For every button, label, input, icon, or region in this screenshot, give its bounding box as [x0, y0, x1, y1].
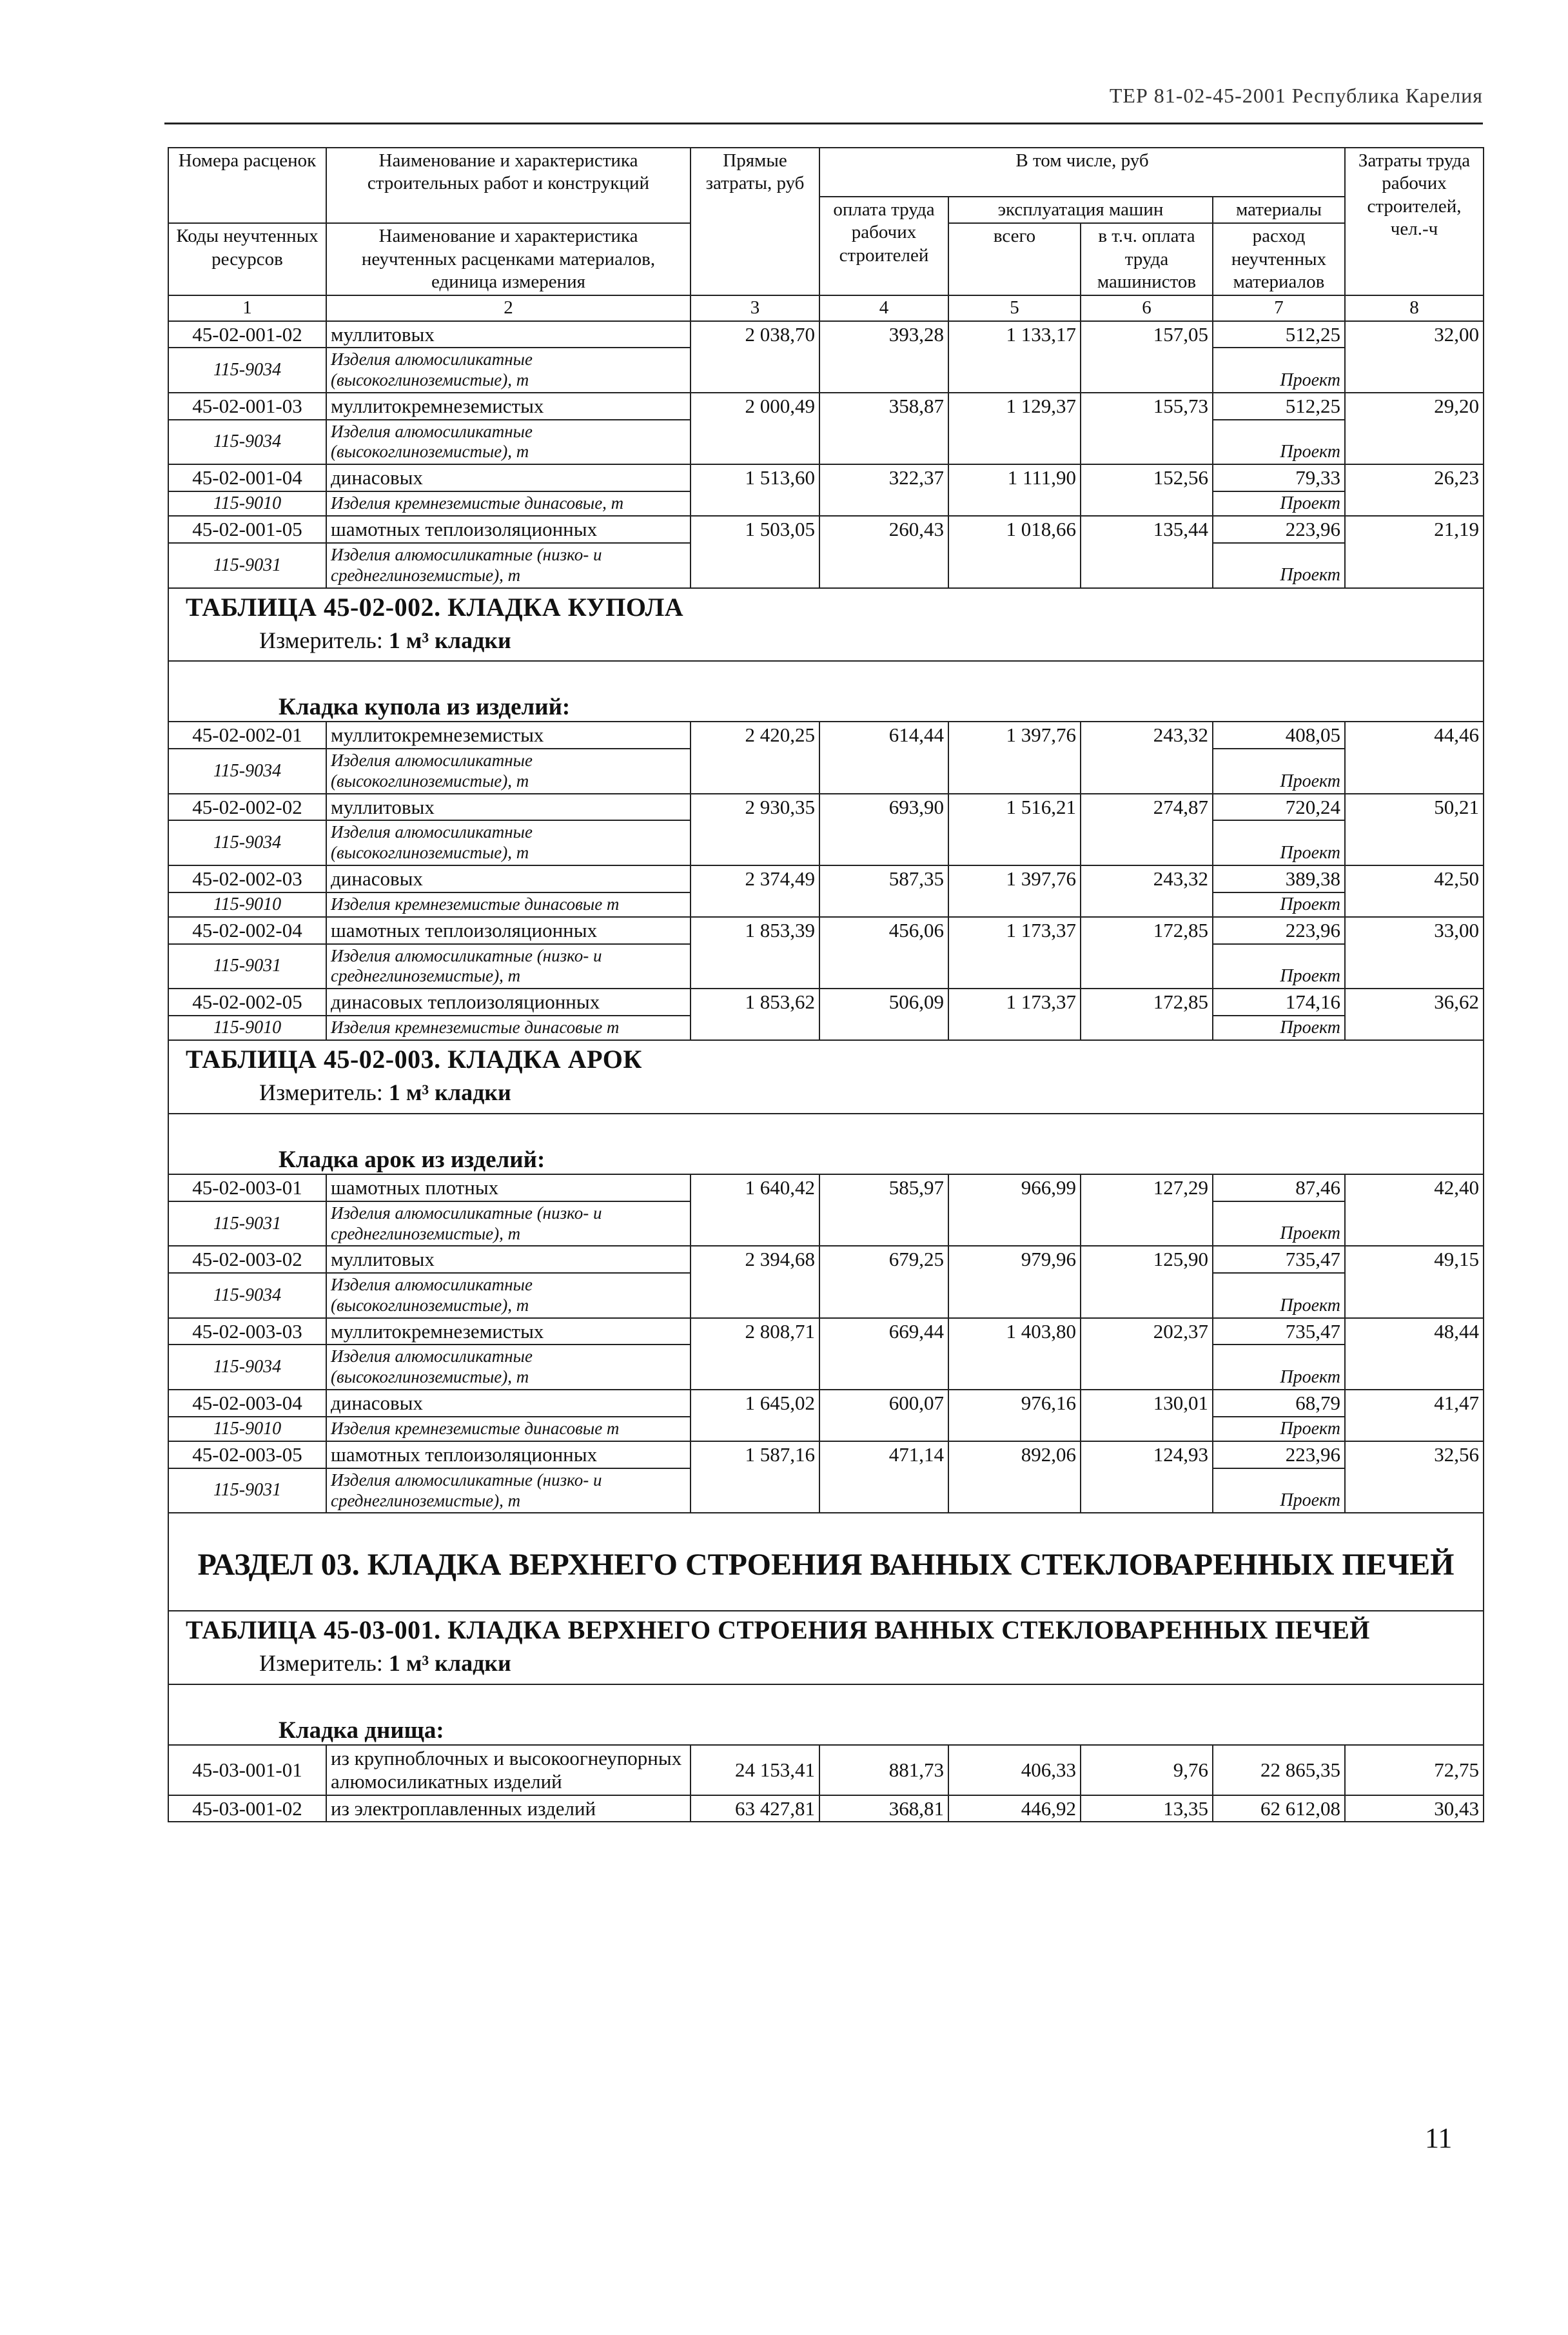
resource-code: 115-9010	[168, 1417, 326, 1441]
rates-table	[168, 147, 1484, 1822]
resource-code: 115-9034	[168, 820, 326, 865]
table-meter-row	[168, 1078, 1484, 1113]
rate-mach-value: 966,99	[948, 1174, 1081, 1246]
rate-mach-value: 1 397,76	[948, 865, 1081, 917]
rate-labor-value: 42,40	[1345, 1174, 1484, 1246]
rate-labor-value: 32,00	[1345, 321, 1484, 393]
rate-direct-value: 1 645,02	[691, 1390, 819, 1441]
rate-mach-wage-value: 135,44	[1081, 516, 1213, 587]
rate-mach-wage-value: 9,76	[1081, 1745, 1213, 1795]
resource-note: Проект	[1213, 749, 1345, 794]
rate-labor-value: 32,56	[1345, 1441, 1484, 1513]
rate-labor-value: 44,46	[1345, 722, 1484, 793]
table-header-row-2	[168, 197, 1484, 223]
table-title: ТАБЛИЦА 45-02-002. КЛАДКА КУПОЛА	[168, 588, 1484, 626]
rate-name: динасовых	[326, 1390, 691, 1417]
resource-code: 115-9031	[168, 543, 326, 588]
rate-mach-value: 1 111,90	[948, 464, 1081, 516]
resource-name: Изделия алюмосиликатные (низко- и среднеглиноземистые), т	[326, 1201, 691, 1246]
resource-name: Изделия алюмосиликатные (высокоглиноземистые), т	[326, 1273, 691, 1318]
section-row	[168, 1513, 1484, 1611]
rate-mach-value: 1 403,80	[948, 1318, 1081, 1390]
resource-note: Проект	[1213, 1016, 1345, 1040]
rate-mach-wage-value: 155,73	[1081, 393, 1213, 464]
rate-mat-value: 79,33	[1213, 464, 1345, 491]
meter-label: Измеритель:	[259, 627, 383, 653]
rate-code: 45-02-003-04	[168, 1390, 326, 1417]
rate-mach-value: 1 133,17	[948, 321, 1081, 393]
rate-code: 45-03-001-01	[168, 1745, 326, 1795]
meter-value: 1 м³ кладки	[388, 1650, 511, 1677]
rate-mach-wage-value: 157,05	[1081, 321, 1213, 393]
rate-row	[168, 865, 1484, 892]
rate-name: шамотных теплоизоляционных	[326, 516, 691, 543]
rate-mat-value: 68,79	[1213, 1390, 1345, 1417]
rate-wage-value: 669,44	[819, 1318, 948, 1390]
resource-code: 115-9031	[168, 944, 326, 989]
resource-code: 115-9010	[168, 1016, 326, 1040]
rate-name: муллитовых	[326, 1246, 691, 1273]
rate-mach-wage-value: 125,90	[1081, 1246, 1213, 1317]
rate-mat-value: 223,96	[1213, 516, 1345, 543]
rate-mach-wage-value: 152,56	[1081, 464, 1213, 516]
rate-mat-value: 735,47	[1213, 1318, 1345, 1345]
rate-name: муллитовых	[326, 321, 691, 348]
rate-row	[168, 794, 1484, 821]
spacer-row	[168, 661, 1484, 690]
rate-name: из электроплавленных изделий	[326, 1795, 691, 1822]
rate-name: муллитовых	[326, 794, 691, 821]
rate-labor-value: 49,15	[1345, 1246, 1484, 1317]
resource-note: Проект	[1213, 1468, 1345, 1513]
resource-name: Изделия алюмосиликатные (высокоглиноземистые), т	[326, 348, 691, 393]
rate-row	[168, 1390, 1484, 1417]
spacer	[168, 661, 1484, 690]
rate-name: шамотных теплоизоляционных	[326, 917, 691, 944]
page-number: 11	[1425, 2122, 1453, 2154]
rate-mach-value: 1 018,66	[948, 516, 1081, 587]
resource-code: 115-9034	[168, 1345, 326, 1390]
column-numbers-row	[168, 295, 1484, 320]
rate-mach-value: 976,16	[948, 1390, 1081, 1441]
rate-mach-value: 1 516,21	[948, 794, 1081, 865]
rate-direct-value: 63 427,81	[691, 1795, 819, 1822]
rate-row	[168, 722, 1484, 749]
rate-labor-value: 30,43	[1345, 1795, 1484, 1822]
table-title: ТАБЛИЦА 45-03-001. КЛАДКА ВЕРХНЕГО СТРОЕНИЯ ВАННЫХ СТЕКЛОВАРЕННЫХ ПЕЧЕЙ	[168, 1611, 1484, 1649]
rate-labor-value: 48,44	[1345, 1318, 1484, 1390]
rate-row	[168, 516, 1484, 543]
rate-mat-value: 87,46	[1213, 1174, 1345, 1201]
rate-labor-value: 72,75	[1345, 1745, 1484, 1795]
rate-name: муллитокремнеземистых	[326, 393, 691, 420]
rate-mat-value: 62 612,08	[1213, 1795, 1345, 1822]
column-number: 4	[819, 295, 948, 320]
rate-labor-value: 26,23	[1345, 464, 1484, 516]
header-materials-unaccounted: расход неучтенных материалов	[1213, 223, 1345, 295]
header-resource-codes: Коды неучтенных ресурсов	[168, 223, 326, 295]
resource-code: 115-9010	[168, 892, 326, 917]
rate-labor-value: 21,19	[1345, 516, 1484, 587]
table-meter	[168, 626, 1484, 661]
rate-mach-wage-value: 172,85	[1081, 917, 1213, 989]
rate-mach-wage-value: 243,32	[1081, 722, 1213, 793]
rate-wage-value: 600,07	[819, 1390, 948, 1441]
rate-wage-value: 614,44	[819, 722, 948, 793]
rate-code: 45-02-002-05	[168, 989, 326, 1016]
resource-name: Изделия алюмосиликатные (высокоглиноземистые), т	[326, 820, 691, 865]
column-number: 5	[948, 295, 1081, 320]
rate-wage-value: 393,28	[819, 321, 948, 393]
group-heading: Кладка днища:	[168, 1713, 1484, 1746]
header-resource-name: Наименование и характеристика неучтенных расценками материалов, единица измерения	[326, 223, 691, 295]
rate-name: шамотных теплоизоляционных	[326, 1441, 691, 1468]
rate-row	[168, 1174, 1484, 1201]
header-machinist-wage: в т.ч. оплата труда машинистов	[1081, 223, 1213, 295]
resource-note: Проект	[1213, 820, 1345, 865]
rate-direct-value: 1 853,39	[691, 917, 819, 989]
resource-note: Проект	[1213, 1345, 1345, 1390]
rate-mat-value: 22 865,35	[1213, 1745, 1345, 1795]
resource-name: Изделия алюмосиликатные (высокоглиноземистые), т	[326, 1345, 691, 1390]
resource-code: 115-9034	[168, 1273, 326, 1318]
rate-mach-value: 1 397,76	[948, 722, 1081, 793]
rate-wage-value: 679,25	[819, 1246, 948, 1317]
header-machines-total: всего	[948, 223, 1081, 295]
rate-labor-value: 42,50	[1345, 865, 1484, 917]
resource-code: 115-9010	[168, 491, 326, 516]
rate-wage-value: 585,97	[819, 1174, 948, 1246]
meter-label: Измеритель:	[259, 1079, 383, 1106]
table-header-row-1	[168, 148, 1484, 197]
rate-mat-value: 735,47	[1213, 1246, 1345, 1273]
resource-name: Изделия кремнеземистые динасовые т	[326, 892, 691, 917]
rate-mach-wage-value: 202,37	[1081, 1318, 1213, 1390]
rate-wage-value: 260,43	[819, 516, 948, 587]
rate-row	[168, 393, 1484, 420]
rate-mach-value: 892,06	[948, 1441, 1081, 1513]
resource-note: Проект	[1213, 944, 1345, 989]
meter-label: Измеритель:	[259, 1650, 383, 1677]
rate-mat-value: 720,24	[1213, 794, 1345, 821]
column-number: 3	[691, 295, 819, 320]
header-direct-costs: Прямые затраты, руб	[691, 148, 819, 295]
header-rate-numbers-cont	[168, 197, 326, 223]
header-labor-costs: Затраты труда рабочих строителей, чел.-ч	[1345, 148, 1484, 295]
rate-code: 45-02-001-04	[168, 464, 326, 491]
resource-code: 115-9031	[168, 1468, 326, 1513]
resource-name: Изделия кремнеземистые динасовые, т	[326, 491, 691, 516]
resource-note: Проект	[1213, 420, 1345, 465]
table-meter-row	[168, 1649, 1484, 1684]
rate-row	[168, 1441, 1484, 1468]
rate-wage-value: 471,14	[819, 1441, 948, 1513]
rate-code: 45-02-001-03	[168, 393, 326, 420]
column-number: 2	[326, 295, 691, 320]
rate-wage-value: 587,35	[819, 865, 948, 917]
rate-direct-value: 24 153,41	[691, 1745, 819, 1795]
column-number: 1	[168, 295, 326, 320]
rate-code: 45-02-001-05	[168, 516, 326, 543]
group-heading: Кладка купола из изделий:	[168, 690, 1484, 722]
rate-direct-value: 2 394,68	[691, 1246, 819, 1317]
header-work-name-cont	[326, 197, 691, 223]
resource-name: Изделия алюмосиликатные (высокоглиноземистые), т	[326, 420, 691, 465]
document-header: ТЕР 81-02-45-2001 Республика Карелия	[1109, 84, 1483, 107]
rate-row	[168, 1745, 1484, 1795]
rate-mach-wage-value: 127,29	[1081, 1174, 1213, 1246]
rate-code: 45-02-002-01	[168, 722, 326, 749]
rate-mat-value: 223,96	[1213, 1441, 1345, 1468]
resource-code: 115-9034	[168, 420, 326, 465]
spacer-row	[168, 1684, 1484, 1713]
rate-row	[168, 1318, 1484, 1345]
rate-code: 45-02-002-03	[168, 865, 326, 892]
rate-code: 45-03-001-02	[168, 1795, 326, 1822]
group-head-row	[168, 690, 1484, 722]
rate-mach-value: 1 173,37	[948, 989, 1081, 1040]
table-meter	[168, 1649, 1484, 1684]
header-worker-wage: оплата труда рабочих строителей	[819, 197, 948, 296]
header-work-name: Наименование и характеристика строительных работ и конструкций	[326, 148, 691, 197]
rate-direct-value: 2 930,35	[691, 794, 819, 865]
resource-name: Изделия кремнеземистые динасовые т	[326, 1016, 691, 1040]
resource-note: Проект	[1213, 491, 1345, 516]
rate-labor-value: 41,47	[1345, 1390, 1484, 1441]
resource-code: 115-9031	[168, 1201, 326, 1246]
header-materials: материалы	[1213, 197, 1345, 223]
rate-row	[168, 989, 1484, 1016]
rate-code: 45-02-003-03	[168, 1318, 326, 1345]
resource-name: Изделия кремнеземистые динасовые т	[326, 1417, 691, 1441]
group-head-row	[168, 1143, 1484, 1175]
rate-direct-value: 2 374,49	[691, 865, 819, 917]
resource-name: Изделия алюмосиликатные (низко- и среднеглиноземистые), т	[326, 1468, 691, 1513]
rate-wage-value: 506,09	[819, 989, 948, 1040]
rate-wage-value: 693,90	[819, 794, 948, 865]
section-title: РАЗДЕЛ 03. КЛАДКА ВЕРХНЕГО СТРОЕНИЯ ВАННЫХ СТЕКЛОВАРЕННЫХ ПЕЧЕЙ	[168, 1513, 1484, 1611]
rate-direct-value: 2 038,70	[691, 321, 819, 393]
table-title-row	[168, 1611, 1484, 1649]
header-machines: эксплуатация машин	[948, 197, 1213, 223]
rate-labor-value: 33,00	[1345, 917, 1484, 989]
rate-row	[168, 464, 1484, 491]
rate-mat-value: 174,16	[1213, 989, 1345, 1016]
rate-code: 45-02-002-02	[168, 794, 326, 821]
rate-code: 45-02-003-05	[168, 1441, 326, 1468]
table-title-row	[168, 588, 1484, 626]
rate-mach-wage-value: 274,87	[1081, 794, 1213, 865]
rate-row	[168, 1795, 1484, 1822]
rate-wage-value: 368,81	[819, 1795, 948, 1822]
meter-value: 1 м³ кладки	[388, 627, 511, 653]
rate-mat-value: 389,38	[1213, 865, 1345, 892]
rate-direct-value: 2 420,25	[691, 722, 819, 793]
spacer	[168, 1684, 1484, 1713]
rate-labor-value: 50,21	[1345, 794, 1484, 865]
column-number: 8	[1345, 295, 1484, 320]
resource-name: Изделия алюмосиликатные (низко- и среднеглиноземистые), т	[326, 944, 691, 989]
rate-wage-value: 881,73	[819, 1745, 948, 1795]
spacer-row	[168, 1114, 1484, 1143]
rate-row	[168, 917, 1484, 944]
group-heading: Кладка арок из изделий:	[168, 1143, 1484, 1175]
table-title-row	[168, 1040, 1484, 1078]
resource-note: Проект	[1213, 1201, 1345, 1246]
column-number: 6	[1081, 295, 1213, 320]
rate-name: динасовых	[326, 464, 691, 491]
rate-mach-value: 446,92	[948, 1795, 1081, 1822]
rate-mat-value: 512,25	[1213, 321, 1345, 348]
resource-note: Проект	[1213, 348, 1345, 393]
rate-direct-value: 1 853,62	[691, 989, 819, 1040]
rate-mat-value: 408,05	[1213, 722, 1345, 749]
rate-mach-value: 979,96	[948, 1246, 1081, 1317]
rate-direct-value: 1 513,60	[691, 464, 819, 516]
rate-direct-value: 1 587,16	[691, 1441, 819, 1513]
header-rule	[164, 123, 1483, 124]
resource-note: Проект	[1213, 543, 1345, 588]
rate-row	[168, 1246, 1484, 1273]
rate-name: шамотных плотных	[326, 1174, 691, 1201]
rate-mach-value: 1 129,37	[948, 393, 1081, 464]
rate-wage-value: 456,06	[819, 917, 948, 989]
rate-code: 45-02-003-02	[168, 1246, 326, 1273]
rate-name: динасовых	[326, 865, 691, 892]
rate-direct-value: 1 640,42	[691, 1174, 819, 1246]
resource-name: Изделия алюмосиликатные (высокоглиноземистые), т	[326, 749, 691, 794]
resource-note: Проект	[1213, 1417, 1345, 1441]
rate-mach-value: 1 173,37	[948, 917, 1081, 989]
rate-name: муллитокремнеземистых	[326, 722, 691, 749]
rate-wage-value: 358,87	[819, 393, 948, 464]
rate-labor-value: 29,20	[1345, 393, 1484, 464]
table-title: ТАБЛИЦА 45-02-003. КЛАДКА АРОК	[168, 1040, 1484, 1078]
header-including: В том числе, руб	[819, 148, 1345, 197]
rate-mach-wage-value: 124,93	[1081, 1441, 1213, 1513]
group-head-row	[168, 1713, 1484, 1746]
rate-mat-value: 223,96	[1213, 917, 1345, 944]
resource-note: Проект	[1213, 1273, 1345, 1318]
rate-name: из крупноблочных и высокоогнеупорных алюмосиликатных изделий	[326, 1745, 691, 1795]
spacer	[168, 1114, 1484, 1143]
rate-name: муллитокремнеземистых	[326, 1318, 691, 1345]
rate-mat-value: 512,25	[1213, 393, 1345, 420]
column-number: 7	[1213, 295, 1345, 320]
meter-value: 1 м³ кладки	[388, 1079, 511, 1106]
resource-code: 115-9034	[168, 348, 326, 393]
rate-mach-wage-value: 13,35	[1081, 1795, 1213, 1822]
table-meter	[168, 1078, 1484, 1113]
rate-code: 45-02-001-02	[168, 321, 326, 348]
rate-mach-value: 406,33	[948, 1745, 1081, 1795]
rate-direct-value: 2 000,49	[691, 393, 819, 464]
header-rate-numbers: Номера расценок	[168, 148, 326, 197]
rate-code: 45-02-003-01	[168, 1174, 326, 1201]
rate-name: динасовых теплоизоляционных	[326, 989, 691, 1016]
table-meter-row	[168, 626, 1484, 661]
rate-row	[168, 321, 1484, 348]
rate-labor-value: 36,62	[1345, 989, 1484, 1040]
rate-mach-wage-value: 172,85	[1081, 989, 1213, 1040]
resource-note: Проект	[1213, 892, 1345, 917]
rate-direct-value: 2 808,71	[691, 1318, 819, 1390]
rate-direct-value: 1 503,05	[691, 516, 819, 587]
resource-code: 115-9034	[168, 749, 326, 794]
rate-code: 45-02-002-04	[168, 917, 326, 944]
resource-name: Изделия алюмосиликатные (низко- и среднеглиноземистые), т	[326, 543, 691, 588]
rate-mach-wage-value: 243,32	[1081, 865, 1213, 917]
rate-wage-value: 322,37	[819, 464, 948, 516]
rate-mach-wage-value: 130,01	[1081, 1390, 1213, 1441]
